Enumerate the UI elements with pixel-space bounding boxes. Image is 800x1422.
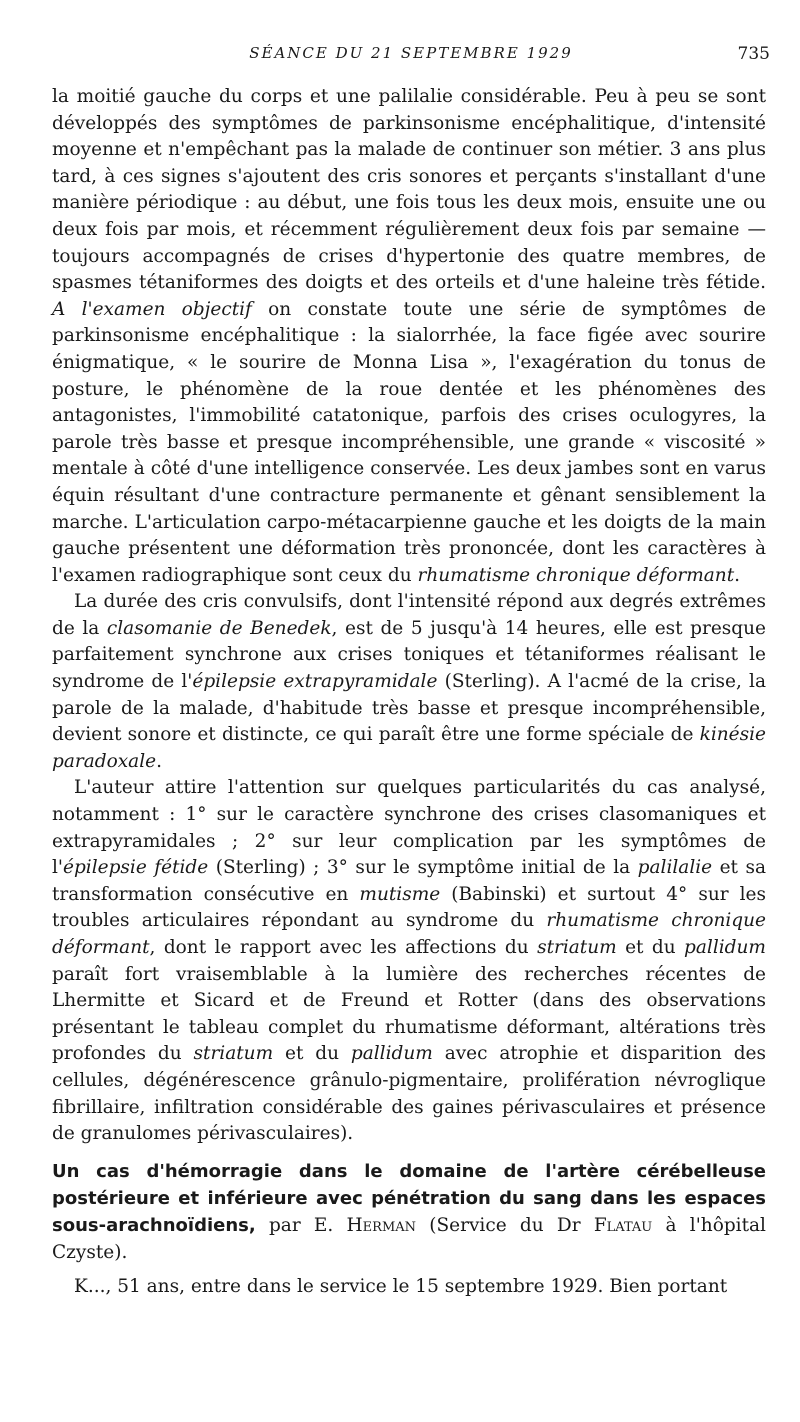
service-chief: Flatau [593, 1214, 653, 1236]
text-run: et du [273, 1043, 351, 1065]
italic-term: pallidum [350, 1043, 433, 1065]
article-first-line: K..., 51 ans, entre dans le service le 15 septembre 1929. Bien portant [74, 1275, 728, 1297]
italic-term: pallidum [684, 937, 766, 958]
page-header [52, 44, 770, 68]
italic-term: épilepsie fétide [63, 857, 209, 879]
author-name: Herman [346, 1214, 417, 1236]
text-run: (Babinski) et surtout 4° sur les troubles articulaires répondant au syndrome du [52, 883, 766, 932]
text-run: , dont le rapport avec les affections du [149, 937, 538, 958]
italic-term: rhumatisme chronique déformant [52, 910, 767, 958]
text-run: . [734, 564, 741, 586]
affiliation-close: à l'hôpital Czyste). [52, 1214, 766, 1263]
text-run: on constate toute une série de symptômes de parkinsonisme encéphalitique : la sialorrhée, la face figée avec sourire énigmatique, « le sourire de Monna Lisa », l'exagération du tonus de posture, le phénomène de la roue dentée et les phénomènes des antagonistes, l'immobilité catatonique, parfois des crises oculogyres, la parole très basse et presque incompréhensible, une grande « viscosité » mentale à côté d'une intelligence conservée. Les deux jambes sont en varus équin résultant d'une contracture permanente et gênant sensiblement la marche. L'articulation carpo-métacarpienne gauche et les doigts de la main gauche présentent une déformation très prononcée, dont les caractères à l'examen radiographique sont ceux du [52, 298, 766, 586]
page-number: 735 [737, 44, 770, 64]
paragraph [52, 589, 766, 775]
affiliation-open: (Service du Dr [416, 1214, 594, 1236]
italic-term: rhumatisme chronique déformant [417, 564, 735, 586]
italic-term: épilepsie extrapyramidale [192, 671, 438, 693]
text-run: avec atrophie et disparition des cellules, dégénérescence grânulo-pigmentaire, prolifération névroglique fibrillaire, infiltration considérable des gaines périvasculaires et présence de granulomes périvasculaires). [52, 1043, 766, 1145]
italic-term: palilalie [637, 857, 713, 879]
text-run: La durée des cris convulsifs, dont l'intensité répond aux degrés extrêmes de la [52, 591, 766, 639]
italic-term: A l'examen objectif [52, 298, 252, 320]
text-run: L'auteur attire l'attention sur quelques particularités du cas analysé, notamment : 1° sur le caractère synchrone des crises clasomaniques et extrapyramidales ; 2° sur leur complication par les symptômes de l' [52, 777, 766, 879]
body-text [52, 84, 766, 1300]
text-run: (Sterling). A l'acmé de la crise, la parole de la malade, d'habitude très basse et presque incompréhensible, devient sonore et distincte, ce qui paraît être une forme spéciale de [52, 671, 766, 746]
text-run: paraît fort vraisemblable à la lumière des recherches récentes de Lhermitte et Sicard et de Freund et Rotter (dans des observations présentant le tableau complet du rhumatisme déformant, altérations très profondes du [52, 963, 766, 1065]
text-run: (Sterling) ; 3° sur le symptôme initial de la [208, 857, 638, 879]
italic-term: striatum [537, 937, 617, 958]
paragraph-list [52, 84, 766, 1148]
article-title: Un cas d'hémorragie dans le domaine de l'artère cérébelleuse postérieure et inférieure avec pénétration du sang dans les espaces sous-arachnoïdiens, [52, 1160, 766, 1236]
italic-term: kinésie paradoxale [52, 724, 766, 772]
byline-prefix: par E. [255, 1214, 347, 1236]
text-run: la moitié gauche du corps et une palilalie considérable. Peu à peu se sont développés des symptômes de parkinsonisme encéphalitique, d'intensité moyenne et n'empêchant pas la malade de continuer son métier. 3 ans plus tard, à ces signes s'ajoutent des cris sonores et perçants s'installant d'une manière périodique : au début, une fois tous les deux mois, ensuite une ou deux fois par mois, et récemment régulièrement deux fois par semaine — toujours accompagnés de crises d'hypertonie des quatre membres, de spasmes tétaniformes des doigts et des orteils et d'une haleine très fétide. [52, 86, 766, 294]
paragraph [52, 775, 766, 1147]
text-run: , est de 5 jusqu'à 14 heures, elle est presque parfaitement synchrone aux crises toniques et tétaniformes réalisant le syndrome de l' [52, 617, 766, 693]
text-run: . [156, 750, 162, 772]
italic-term: clasomanie de Benedek [106, 617, 332, 639]
text-run: et du [616, 937, 685, 958]
text-run: et sa transformation consécutive en [52, 857, 767, 905]
italic-term: mutisme [359, 883, 441, 905]
running-title: SÉANCE DU 21 SEPTEMBRE 1929 [249, 44, 573, 62]
article-heading [52, 1158, 766, 1266]
italic-term: striatum [193, 1043, 274, 1065]
paragraph [52, 84, 766, 589]
